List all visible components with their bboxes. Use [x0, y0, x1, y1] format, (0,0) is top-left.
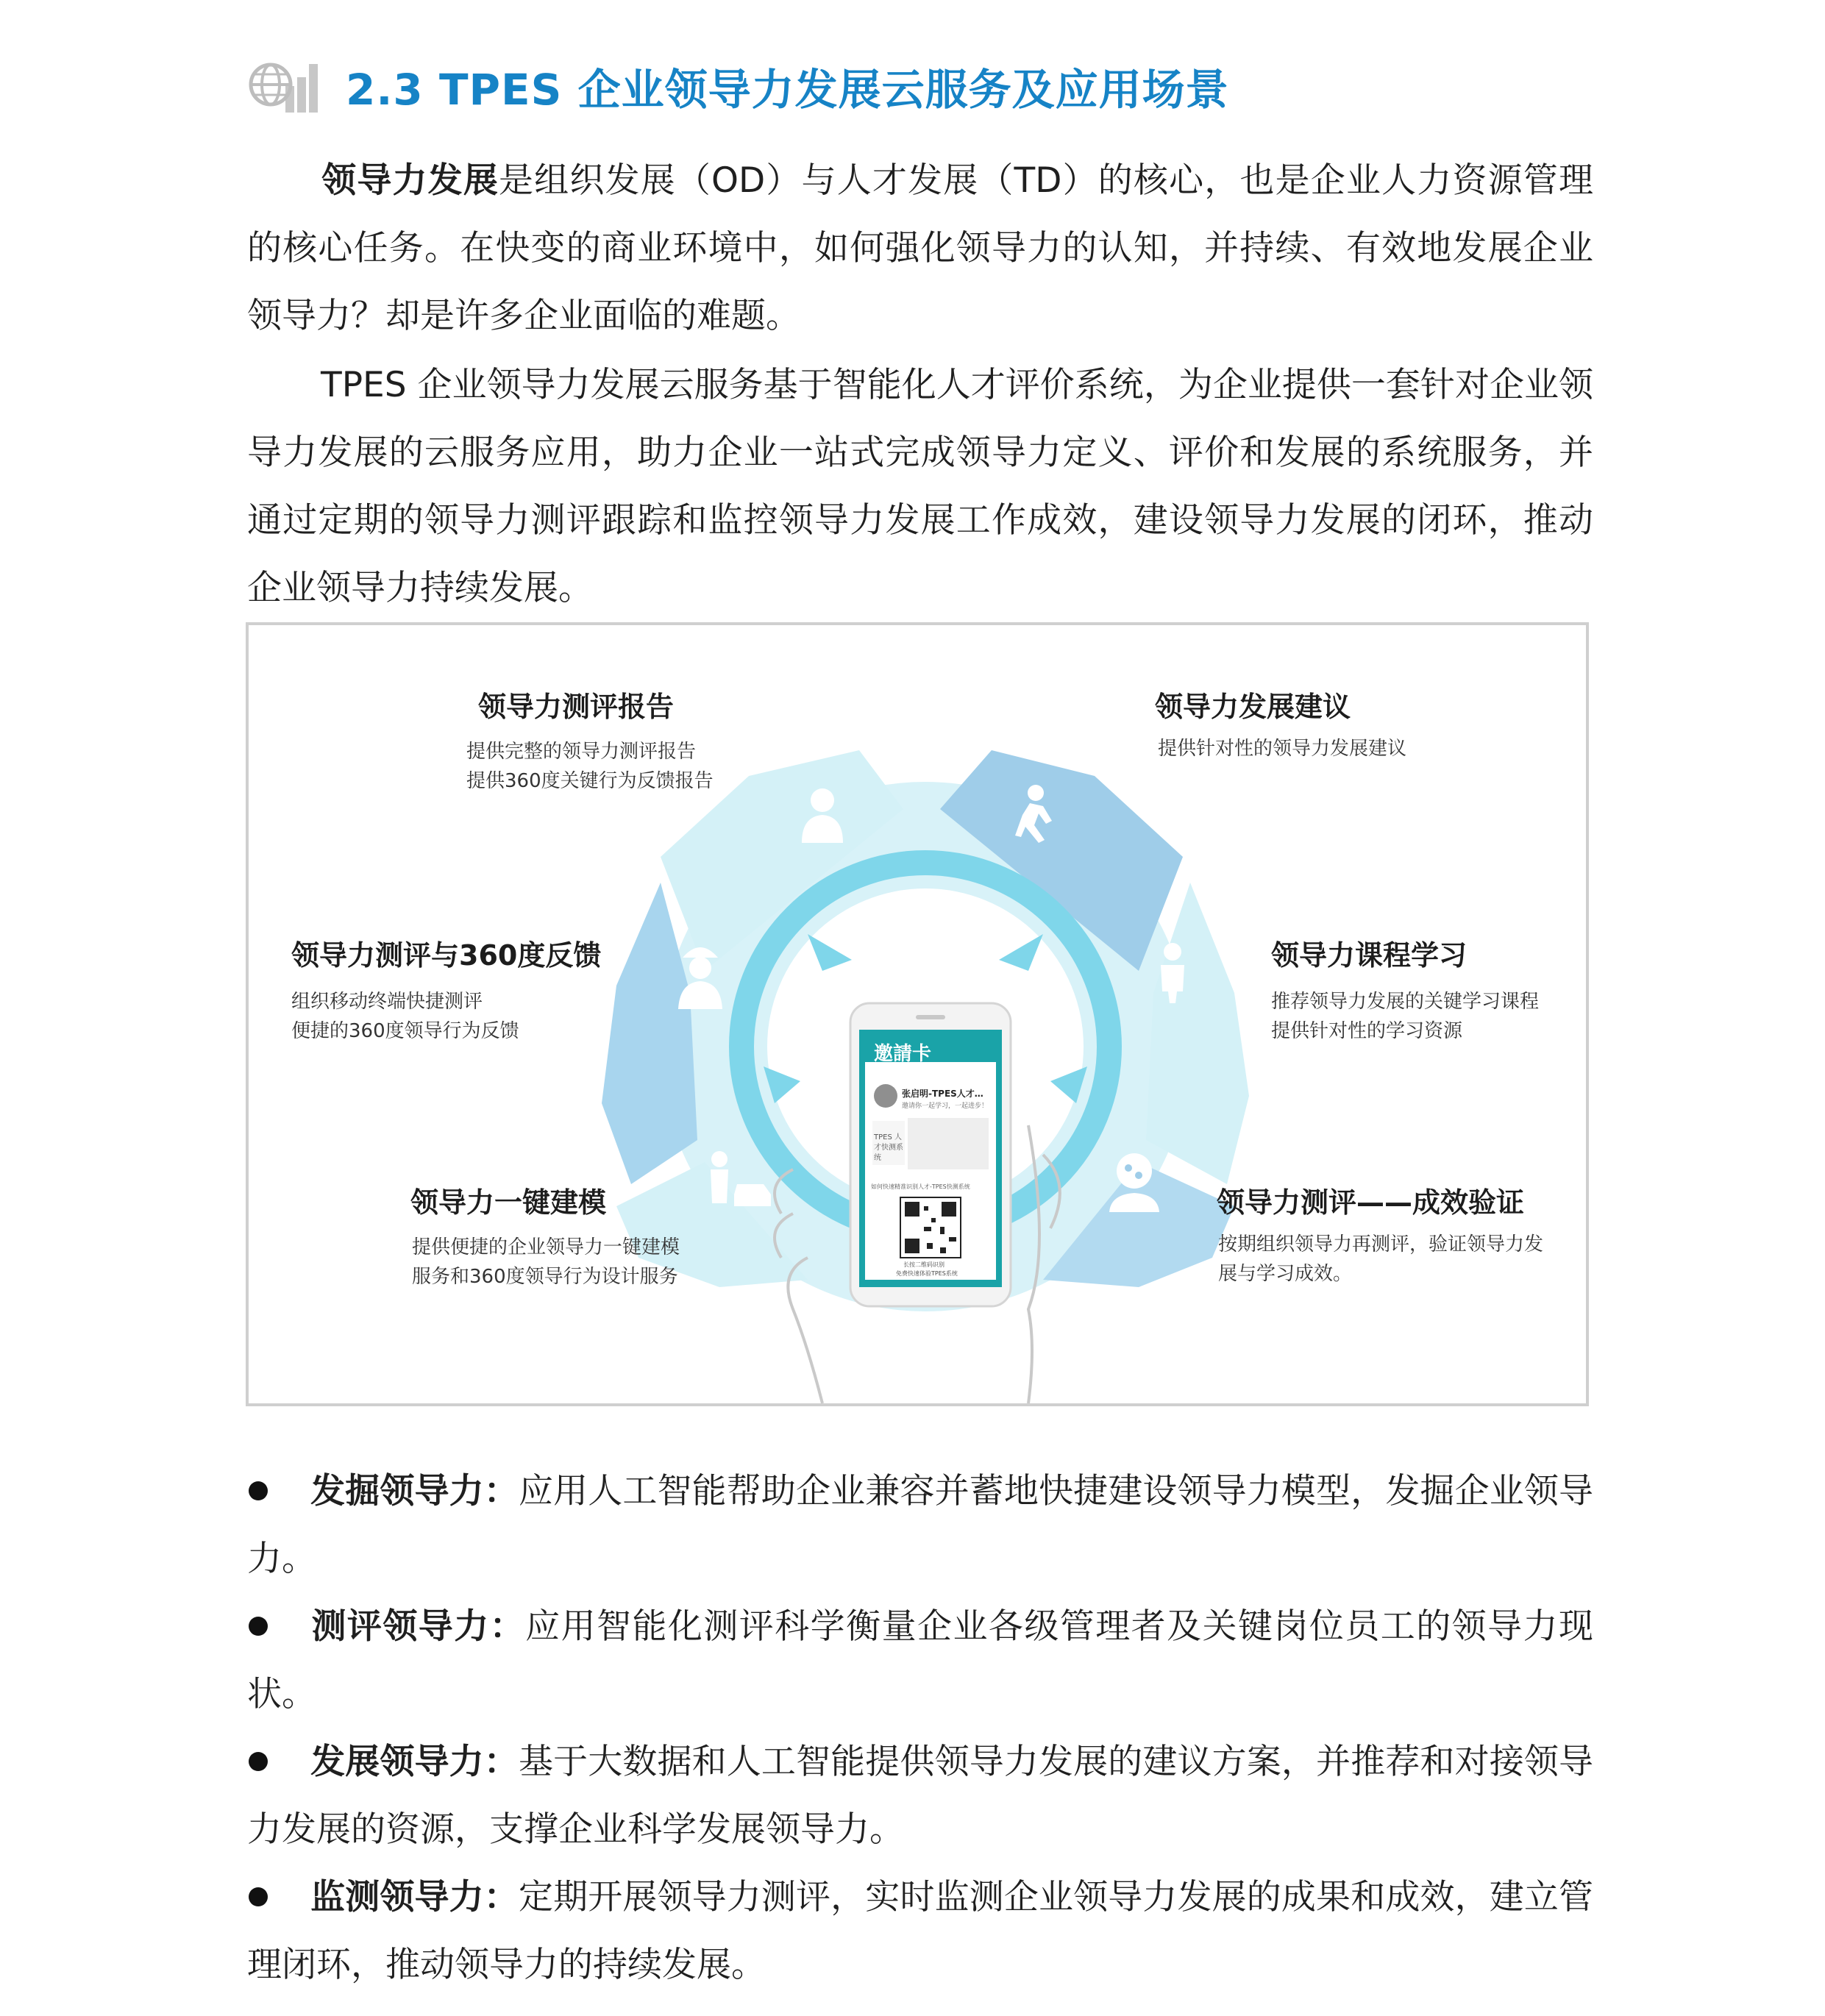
paragraph-1: [247, 147, 1593, 350]
item-title-one-click-model: 领导力一键建模: [410, 1186, 607, 1219]
bullet-term: 监测领导力：: [310, 1877, 519, 1917]
paragraph-2: [247, 352, 1593, 622]
paragraph-text: 是组织发展（OD）与人才发展（TD）的核心，也是企业人力资源管理的核心任务。在快变的商业环境中，如何强化领导力的认知，并持续、有效地发展企业领导力？却是许多企业面临的难题。: [247, 160, 1593, 336]
qr-caption-2: 免费快速体验TPES系统: [896, 1270, 958, 1277]
item-title-360-feedback: 领导力测评与360度反馈: [291, 939, 602, 972]
bullet-dot-icon: [249, 1752, 268, 1771]
bullet-item-develop: [247, 1728, 1593, 1864]
item-line: 推荐领导力发展的关键学习课程: [1271, 991, 1540, 1013]
item-line: 便捷的360度领导行为反馈: [291, 1020, 519, 1042]
item-line: 组织移动终端快捷测评: [291, 991, 483, 1013]
bullet-text: 应用智能化测评科学衡量企业各级管理者及关键岗位员工的领导力现状。: [247, 1606, 1594, 1714]
item-line: 提供便捷的企业领导力一键建模: [412, 1236, 680, 1258]
qr-caption-1: 长按二维码识别: [903, 1261, 944, 1268]
bullet-dot-icon: [249, 1481, 268, 1500]
item-line: 按期组织领导力再测评，验证领导力发: [1218, 1233, 1544, 1255]
bullet-term: 发掘领导力：: [310, 1471, 519, 1511]
bullet-item-assess: [247, 1593, 1593, 1728]
section-number: 2.3: [346, 65, 424, 115]
invite-line: 如何快速精准识别人才-TPES快测系统: [871, 1183, 970, 1190]
section-title: [346, 55, 1229, 117]
item-line: 提供完整的领导力测评报告: [466, 741, 697, 763]
item-title-assessment-report: 领导力测评报告: [478, 691, 675, 723]
item-line: 服务和360度领导行为设计服务: [412, 1266, 678, 1288]
qr-code: [900, 1197, 961, 1258]
invite-sender-sub: 邀请你一起学习，一起进步！: [902, 1103, 989, 1110]
segment-left: [602, 883, 697, 1184]
item-line: 提供针对性的学习资源: [1271, 1020, 1463, 1042]
bullet-dot-icon: [249, 1617, 268, 1636]
paragraph-lead: 领导力发展: [321, 160, 499, 201]
bullet-term: 测评领导力：: [310, 1606, 526, 1647]
section-title-text: TPES 企业领导力发展云服务及应用场景: [438, 65, 1229, 115]
invite-card-title: 邀請卡: [874, 1043, 932, 1065]
invite-sender: 张启明-TPES人才…: [902, 1089, 983, 1099]
bullet-item-monitor: [247, 1864, 1593, 1999]
item-title-course-learning: 领导力课程学习: [1271, 939, 1468, 972]
bullet-text: 基于大数据和人工智能提供领导力发展的建议方案，并推荐和对接领导力发展的资源，支撑企业科学发展领导力。: [247, 1742, 1594, 1850]
avatar: [874, 1084, 897, 1108]
section-header: [247, 53, 1229, 119]
paragraph-text: TPES 企业领导力发展云服务基于智能化人才评价系统，为企业提供一套针对企业领导力发展的云服务应用，助力企业一站式完成领导力定义、评价和发展的系统服务，并通过定期的领导力测评跟踪和监控领导力发展工作成效，建设领导力发展的闭环，推动企业领导力持续发展。: [247, 365, 1593, 608]
item-line: 提供针对性的领导力发展建议: [1158, 738, 1407, 760]
bullet-dot-icon: [249, 1887, 268, 1906]
bullet-item-discover: [247, 1458, 1593, 1593]
service-diagram: [246, 622, 1589, 1406]
invite-system-name: TPES 人才快测系统: [874, 1133, 903, 1162]
item-title-development-advice: 领导力发展建议: [1155, 691, 1351, 723]
item-line: 提供360度关键行为反馈报告: [466, 770, 714, 792]
bullet-text: 定期开展领导力测评，实时监测企业领导力发展的成果和成效，建立管理闭环，推动领导力的持续发展。: [247, 1877, 1594, 1985]
globe-bars-icon: [247, 57, 324, 115]
item-title-effect-verification: 领导力测评——成效验证: [1217, 1186, 1525, 1219]
bullet-term: 发展领导力：: [310, 1742, 519, 1782]
item-line: 展与学习成效。: [1218, 1263, 1353, 1285]
bullet-text: 应用人工智能帮助企业兼容并蓄地快捷建设领导力模型，发掘企业领导力。: [247, 1471, 1594, 1579]
